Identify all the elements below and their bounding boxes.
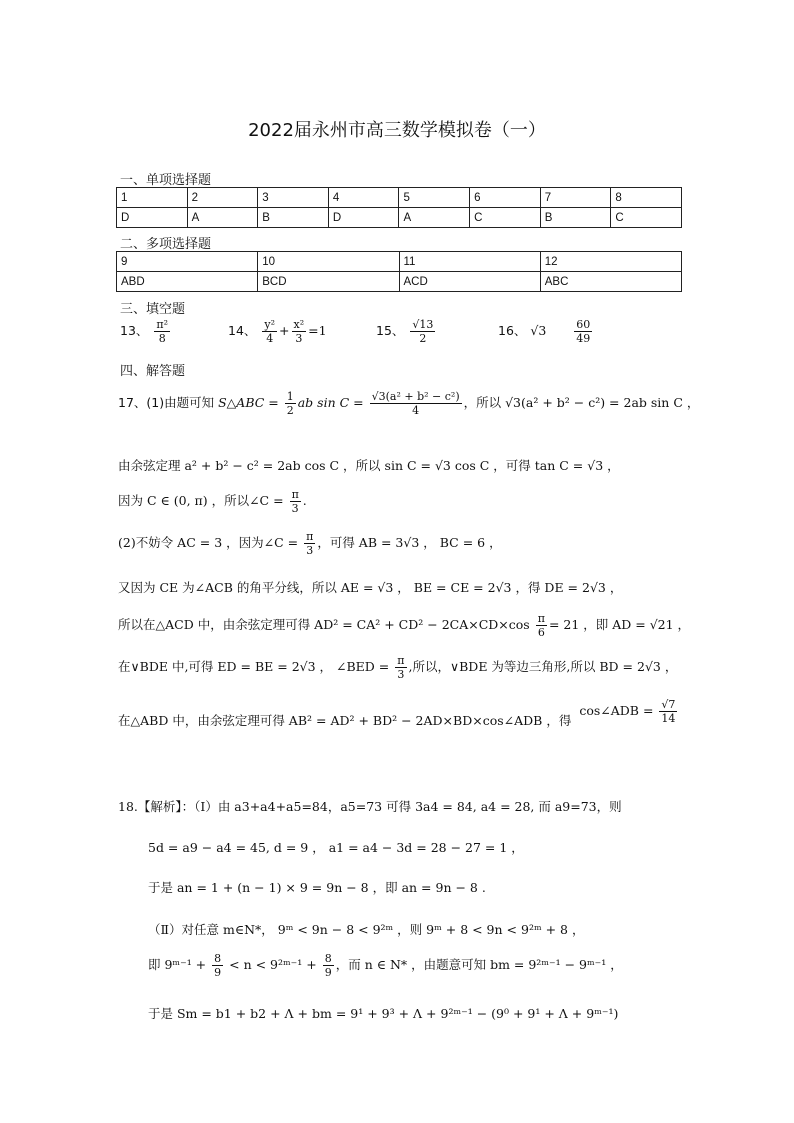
denominator: 4: [412, 404, 420, 417]
text: 17、(1)由题可知: [118, 395, 215, 410]
denominator: 9: [324, 966, 332, 979]
q18-line-3: 于是 an = 1 + (n − 1) × 9 = 9n − 8 ，即 an = 9n − 8 .: [148, 880, 486, 895]
table-cell: C: [470, 208, 541, 228]
question-number: 15、: [376, 323, 405, 338]
denominator: 3: [397, 668, 405, 681]
section-heading-multi-choice: 二、多项选择题: [120, 237, 212, 252]
multi-choice-answer-table: [116, 251, 682, 292]
fraction: [395, 654, 406, 681]
question-number: 14、: [228, 323, 257, 338]
fraction: [323, 952, 334, 979]
numerator: π: [291, 488, 299, 501]
q18-line-2: 5d = a9 − a4 = 45, d = 9 ， a1 = a4 − 3d = 28 − 27 = 1 ，: [148, 840, 524, 855]
fill-answer-14: 14、 $\frac{\text{y²}}{4}$ + $\frac{\text{x²}}{3}$ =1: [228, 318, 327, 345]
q17-line-6: [118, 612, 690, 639]
text: ,所以，∨BDE 为等边三角形,所以 BD = 2√3 ，: [408, 659, 678, 674]
table-cell: B: [258, 208, 329, 228]
q17-line-7: [118, 654, 677, 681]
q17-line-2: 由余弦定理 a² + b² − c² = 2ab cos C ，所以 sin C = √3 cos C ，可得 tan C = √3 ，: [118, 458, 620, 473]
fill-answer-16: [498, 318, 594, 345]
question-number: 13、: [120, 323, 149, 338]
numerator: 1: [286, 390, 294, 403]
table-cell: 2: [187, 188, 258, 208]
table-cell: D: [328, 208, 399, 228]
table-cell: ABD: [117, 272, 258, 292]
table-cell: 8: [611, 188, 682, 208]
text: 因为 C ∈ (0, π) ，所以∠C =: [118, 493, 284, 508]
q18-line-1: 18.【解析】：（Ⅰ）由 a3+a4+a5=84，a5=73 可得 3a4 = 84, a4 = 28, 而 a9=73，则: [118, 799, 622, 814]
denominator: 4: [266, 332, 274, 345]
table-row-answers: [117, 272, 682, 292]
section-heading-solutions: 四、解答题: [120, 364, 186, 379]
text: .: [302, 493, 307, 508]
numerator: π: [397, 654, 405, 667]
equation-tail: =1: [308, 323, 327, 338]
denominator: 14: [661, 712, 676, 725]
fraction: [659, 698, 677, 725]
table-row-numbers: [117, 252, 682, 272]
answer-value: √3: [530, 323, 547, 338]
denominator: 2: [286, 404, 294, 417]
table-row-answers: [117, 208, 682, 228]
denominator: 9: [214, 966, 222, 979]
text: ，可得 AB = 3√3 ， BC = 6 ，: [317, 535, 502, 550]
q18-line-6: 于是 Sm = b1 + b2 + Λ + bm = 9¹ + 9³ + Λ + 9²ᵐ⁻¹ − (9⁰ + 9¹ + Λ + 9ᵐ⁻¹): [148, 1006, 619, 1021]
q18-line-5: [148, 952, 623, 979]
numerator: √13: [412, 318, 434, 331]
q17-line-1: [118, 390, 699, 417]
fraction: [410, 318, 435, 345]
table-cell: 10: [258, 252, 399, 272]
fraction: [290, 488, 301, 515]
numerator: x²: [293, 318, 305, 331]
text: < n < 9²ᵐ⁻¹ +: [229, 957, 317, 972]
table-row-numbers: [117, 188, 682, 208]
fill-answer-13: [120, 318, 172, 345]
denominator: 3: [295, 332, 303, 345]
text: 即 9ᵐ⁻¹ +: [148, 957, 207, 972]
table-cell: 4: [328, 188, 399, 208]
table-cell: 5: [399, 188, 470, 208]
text: ，所以 √3(a² + b² − c²) = 2ab sin C ，: [463, 395, 700, 410]
fraction: [212, 952, 223, 979]
text: 在△ABD 中，由余弦定理可得 AB² = AD² + BD² − 2AD×BD×cos∠ADB ，得: [118, 713, 572, 728]
denominator: 3: [291, 502, 299, 515]
text: cos∠ADB =: [579, 703, 654, 718]
table-cell: 11: [399, 252, 540, 272]
numerator: 8: [324, 952, 332, 965]
math: ab sin C =: [297, 395, 364, 410]
table-cell: 9: [117, 252, 258, 272]
table-cell: D: [117, 208, 188, 228]
table-cell: A: [399, 208, 470, 228]
single-choice-answer-table: [116, 187, 682, 228]
math: S△ABC =: [218, 395, 279, 410]
section-heading-fill-blank: 三、填空题: [120, 302, 186, 317]
fraction: [285, 390, 296, 417]
math: [579, 698, 679, 725]
fill-answer-15: [376, 318, 437, 345]
denominator: 3: [306, 544, 314, 557]
q18-line-4: （Ⅱ）对任意 m∈N*， 9ᵐ < 9n − 8 < 9²ᵐ ，则 9ᵐ + 8 < 9n < 9²ᵐ + 8 ，: [148, 922, 585, 937]
text: = 21 ，即 AD = √21 ，: [548, 617, 691, 632]
question-number: 16、: [498, 323, 527, 338]
numerator: 8: [214, 952, 222, 965]
table-cell: C: [611, 208, 682, 228]
numerator: π: [537, 612, 545, 625]
q17-line-8: [118, 698, 679, 735]
text: (2)不妨令 AC = 3 ，因为∠C =: [118, 535, 299, 550]
page-title: 2022届永州市高三数学模拟卷（一）: [248, 120, 546, 141]
denominator: 8: [158, 332, 166, 345]
q17-line-3: [118, 488, 307, 515]
table-cell: ABC: [540, 272, 681, 292]
denominator: 6: [537, 626, 545, 639]
fraction: [370, 390, 462, 417]
text: ，而 n ∈ N* ，由题意可知 bm = 9²ᵐ⁻¹ − 9ᵐ⁻¹ ，: [335, 957, 623, 972]
fraction: [536, 612, 547, 639]
fraction: [262, 318, 277, 345]
table-cell: 1: [117, 188, 188, 208]
q17-line-4: [118, 530, 502, 557]
section-heading-single-choice: 一、单项选择题: [120, 173, 212, 188]
table-cell: A: [187, 208, 258, 228]
numerator: π: [306, 530, 314, 543]
table-cell: 3: [258, 188, 329, 208]
table-cell: B: [540, 208, 611, 228]
text: 在∨BDE 中,可得 ED = BE = 2√3 ， ∠BED =: [118, 659, 390, 674]
table-cell: BCD: [258, 272, 399, 292]
numerator: π²: [156, 318, 169, 331]
table-cell: 12: [540, 252, 681, 272]
table-cell: 6: [470, 188, 541, 208]
q17-line-5: 又因为 CE 为∠ACB 的角平分线，所以 AE = √3 ， BE = CE = 2√3 ，得 DE = 2√3 ，: [118, 580, 623, 595]
fraction: [574, 318, 592, 345]
numerator: √7: [661, 698, 676, 711]
numerator: 60: [576, 318, 591, 331]
denominator: 2: [419, 332, 427, 345]
fraction: [154, 318, 170, 345]
fraction: [292, 318, 307, 345]
denominator: 49: [576, 332, 591, 345]
table-cell: ACD: [399, 272, 540, 292]
numerator: √3(a² + b² − c²): [371, 390, 460, 403]
text: 所以在△ACD 中，由余弦定理可得 AD² = CA² + CD² − 2CA×CD×cos: [118, 617, 530, 632]
table-cell: 7: [540, 188, 611, 208]
numerator: y²: [264, 318, 276, 331]
fraction: [304, 530, 315, 557]
